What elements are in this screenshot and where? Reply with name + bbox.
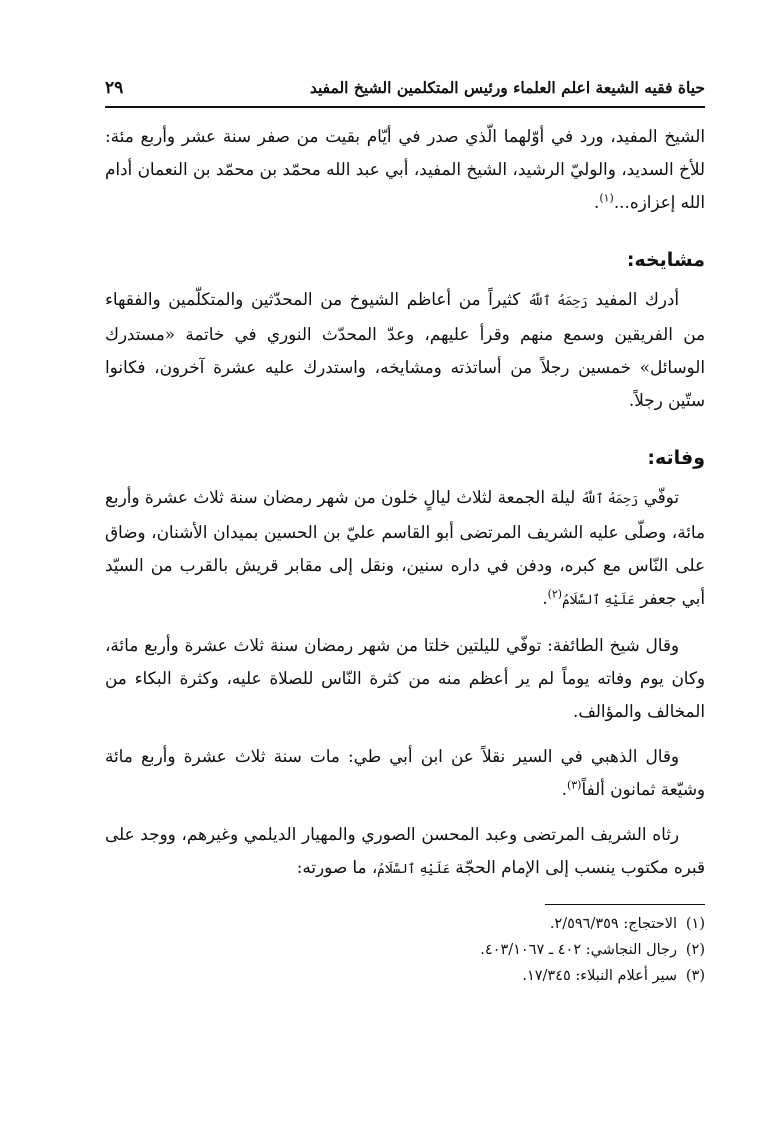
footnote-number: (١): [685, 916, 705, 932]
footnote-number: (٣): [685, 968, 705, 984]
death-paragraph-1: توفّي رَحِمَهُ ٱللَّهُ ليلة الجمعة لثلاث ليالٍ خلون من شهر رمضان سنة ثلاث عشرة وأربع مائة، وصلّى عليه الشريف المرتضى أبو القاسم عليّ بن الحسين بميدان الأشنان، وضاق على النّاس مع كبره، ودفن في داره سنين، ونقل إلى مقابر قريش بالقرب من السيّد أبي جعفر عَلَيْهِ ٱلسَّلَامُ$^{(٢)}$.: [105, 487, 705, 608]
heading-death: وفاته:: [647, 447, 705, 469]
teachers-paragraph: [105, 283, 705, 417]
salutation-mark: رَحِمَهُ ٱللَّهُ: [580, 492, 639, 507]
salutation-mark: عَلَيْهِ ٱلسَّلَامُ: [562, 593, 635, 608]
footnote-text: سير أعلام النبلاء: ١٧/٣٤٥.: [522, 968, 677, 984]
teachers-text-a: أدرك المفيد: [595, 289, 679, 309]
intro-text: الشيخ المفيد، ورد في أوّلهما الّذي صدر في أيّام بقيت من صفر سنة عشر وأربع مئة: للأخ السديد، والوليّ الرشيد، الشيخ المفيد، أبي عبد الله محمّد بن محمّد بن النعمان أدام الله إعزازه...: [105, 126, 705, 212]
salutation-mark: رَحِمَهُ ٱللَّهُ: [527, 294, 588, 309]
death-paragraph-2: وقال شيخ الطائفة: توفّي لليلتين خلتا من شهر رمضان سنة ثلاث عشرة وأربع مائة، وكان يوم وفاته يوماً لم ير أعظم منه من كثرة النّاس للصلاة عليه، وكثرة البكاء من المخالف والمؤالف.: [105, 635, 705, 721]
footnote-number: (٢): [685, 942, 705, 958]
intro-paragraph: [105, 120, 705, 219]
death-text-3: وقال الذهبي في السير نقلاً عن ابن أبي طي: مات سنة ثلاث عشرة وأربع مائة وشيّعة ثمانون ألفاً: [105, 746, 705, 799]
page-number: ٢٩: [105, 78, 124, 98]
footnote-ref-2: (٢): [547, 587, 563, 601]
death-text-4a: رثاه الشريف المرتضى وعبد المحسن الصوري والمهيار الديلمي وغيرهم، ووجد على قبره مكتوب ينسب إلى الإمام الحجّة: [105, 824, 705, 877]
heading-teachers: مشايخه:: [626, 249, 705, 271]
footnote: [105, 937, 705, 963]
footnote-ref-1: (١): [599, 191, 614, 205]
footnote-text: الاحتجاج: ٢/٥٩٦/٣٥٩.: [549, 916, 677, 932]
death-paragraph-4: [105, 818, 705, 886]
footnote: [105, 911, 705, 937]
death-text-b: ليلة الجمعة لثلاث ليالٍ خلون من شهر رمضان سنة ثلاث عشرة وأربع مائة، وصلّى عليه الشريف المرتضى أبو القاسم عليّ بن الحسين بميدان الأشنان، وضاق على النّاس مع كبره، ودفن في داره سنين، ونقل إلى مقابر قريش بالقرب من السيّد أبي جعفر: [105, 487, 705, 608]
footnote-text: رجال النجاشي: ٤٠٢ ـ ٤٠٣/١٠٦٧.: [480, 942, 677, 958]
teachers-text-b: كثيراً من أعاظم الشيوخ من المحدّثين والمتكلّمين والفقهاء من الفريقين وسمع منهم وقرأ عليهم، وعدّ المحدّث النوري في خاتمة «مستدرك الوسائل» خمسين رجلاً من أساتذته ومشايخه، واستدرك عليه عشرة آخرون، فكانوا ستّين رجلاً.: [105, 289, 705, 410]
footnote: [105, 963, 705, 989]
footnote-divider: [545, 904, 705, 905]
death-text-4b: ، ما صورته:: [296, 857, 378, 877]
running-title: حياة فقيه الشيعة اعلم العلماء ورئيس المتكلمين الشيخ المفيد: [309, 78, 705, 97]
footnote-ref-3: (٣): [566, 778, 582, 792]
book-page: [105, 78, 705, 989]
running-header: [105, 78, 705, 108]
death-text-a: توفّي: [643, 487, 679, 507]
footnotes: [105, 911, 705, 989]
salutation-mark: عَلَيْهِ ٱلسَّلَامُ: [377, 862, 450, 877]
death-paragraph-3: وقال الذهبي في السير نقلاً عن ابن أبي طي: مات سنة ثلاث عشرة وأربع مائة وشيّعة ثمانون ألفاً$^{(٣)}$.: [105, 746, 705, 799]
intro-end: .: [593, 192, 600, 212]
